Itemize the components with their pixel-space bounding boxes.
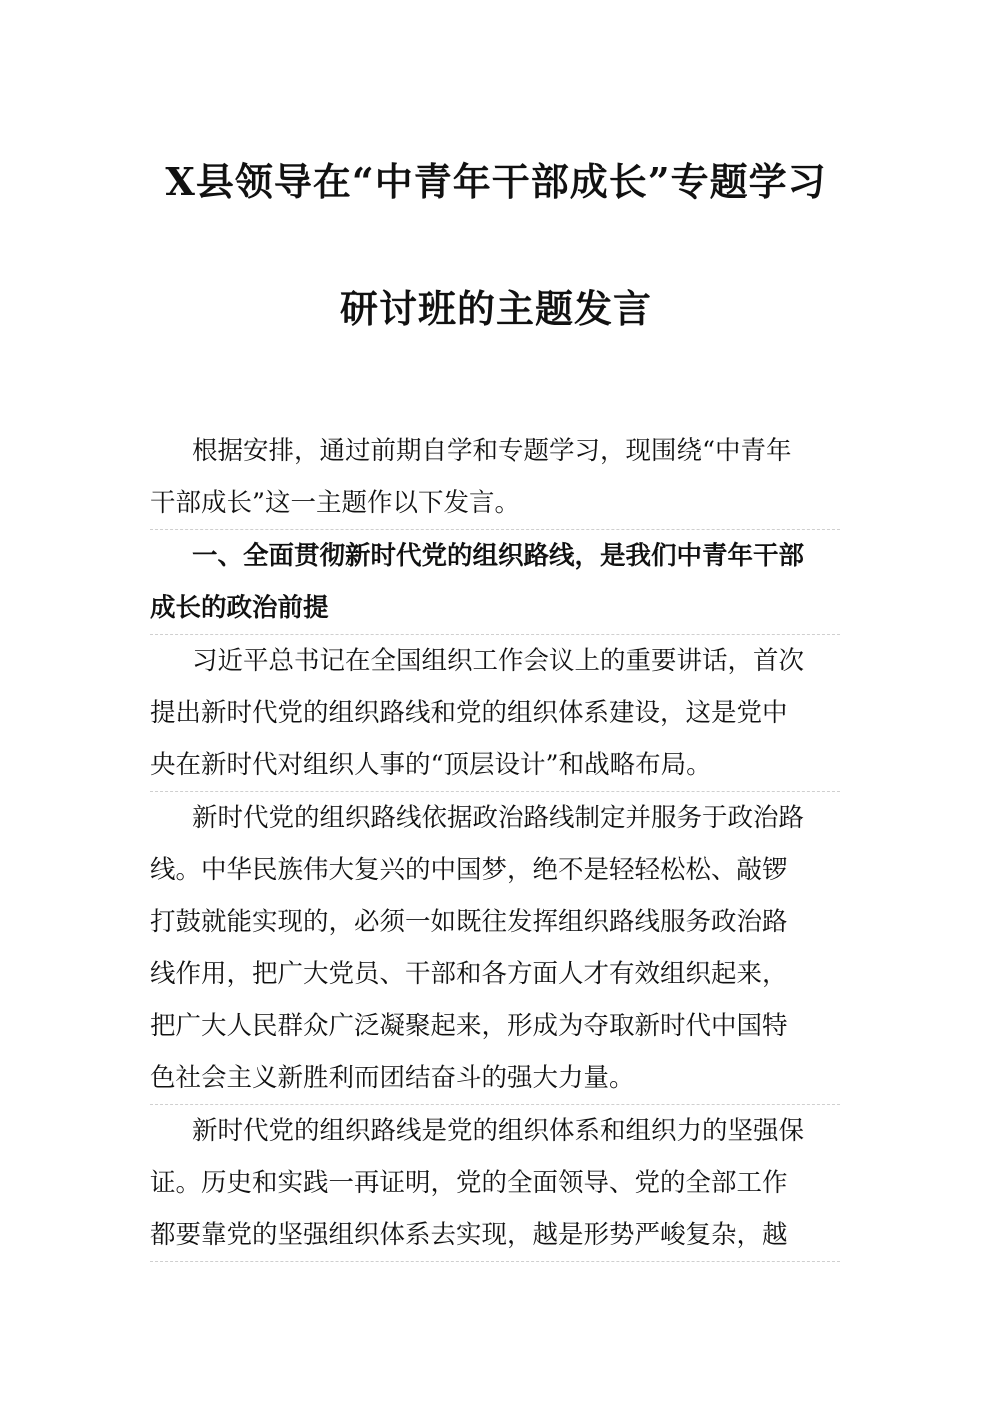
paragraph-body [150, 635, 840, 792]
section-heading [150, 530, 840, 635]
document-body [150, 425, 840, 1262]
text-line: 都要靠党的坚强组织体系去实现，越是形势严峻复杂，越 [150, 1220, 788, 1250]
document-title-line-2: 研讨班的主题发言 [339, 286, 652, 331]
heading-line: 一、全面贯彻新时代党的组织路线，是我们中青年干部 [150, 530, 840, 582]
paragraph-body [150, 792, 840, 1105]
text-line: 央在新时代对组织人事的“顶层设计”和战略布局。 [150, 750, 712, 780]
text-line: 色社会主义新胜利而团结奋斗的强大力量。 [150, 1063, 635, 1093]
document-title-line-1: X县领导在“中青年干部成长”专题学习 [165, 159, 827, 204]
paragraph-intro [150, 425, 840, 530]
text-line: 打鼓就能实现的，必须一如既往发挥组织路线服务政治路 [150, 896, 840, 948]
text-line: 根据安排，通过前期自学和专题学习，现围绕“中青年 [150, 425, 840, 477]
text-line: 干部成长”这一主题作以下发言。 [150, 488, 521, 518]
text-line: 证。历史和实践一再证明，党的全面领导、党的全部工作 [150, 1157, 840, 1209]
text-line: 线作用，把广大党员、干部和各方面人才有效组织起来， [150, 948, 840, 1000]
paragraph-body [150, 1105, 840, 1262]
text-line: 新时代党的组织路线依据政治路线制定并服务于政治路 [150, 792, 840, 844]
text-line: 线。中华民族伟大复兴的中国梦，绝不是轻轻松松、敲锣 [150, 844, 840, 896]
heading-line: 成长的政治前提 [150, 593, 329, 623]
text-line: 习近平总书记在全国组织工作会议上的重要讲话，首次 [150, 635, 840, 687]
text-line: 提出新时代党的组织路线和党的组织体系建设，这是党中 [150, 687, 840, 739]
text-line: 把广大人民群众广泛凝聚起来，形成为夺取新时代中国特 [150, 1000, 840, 1052]
text-line: 新时代党的组织路线是党的组织体系和组织力的坚强保 [150, 1105, 840, 1157]
